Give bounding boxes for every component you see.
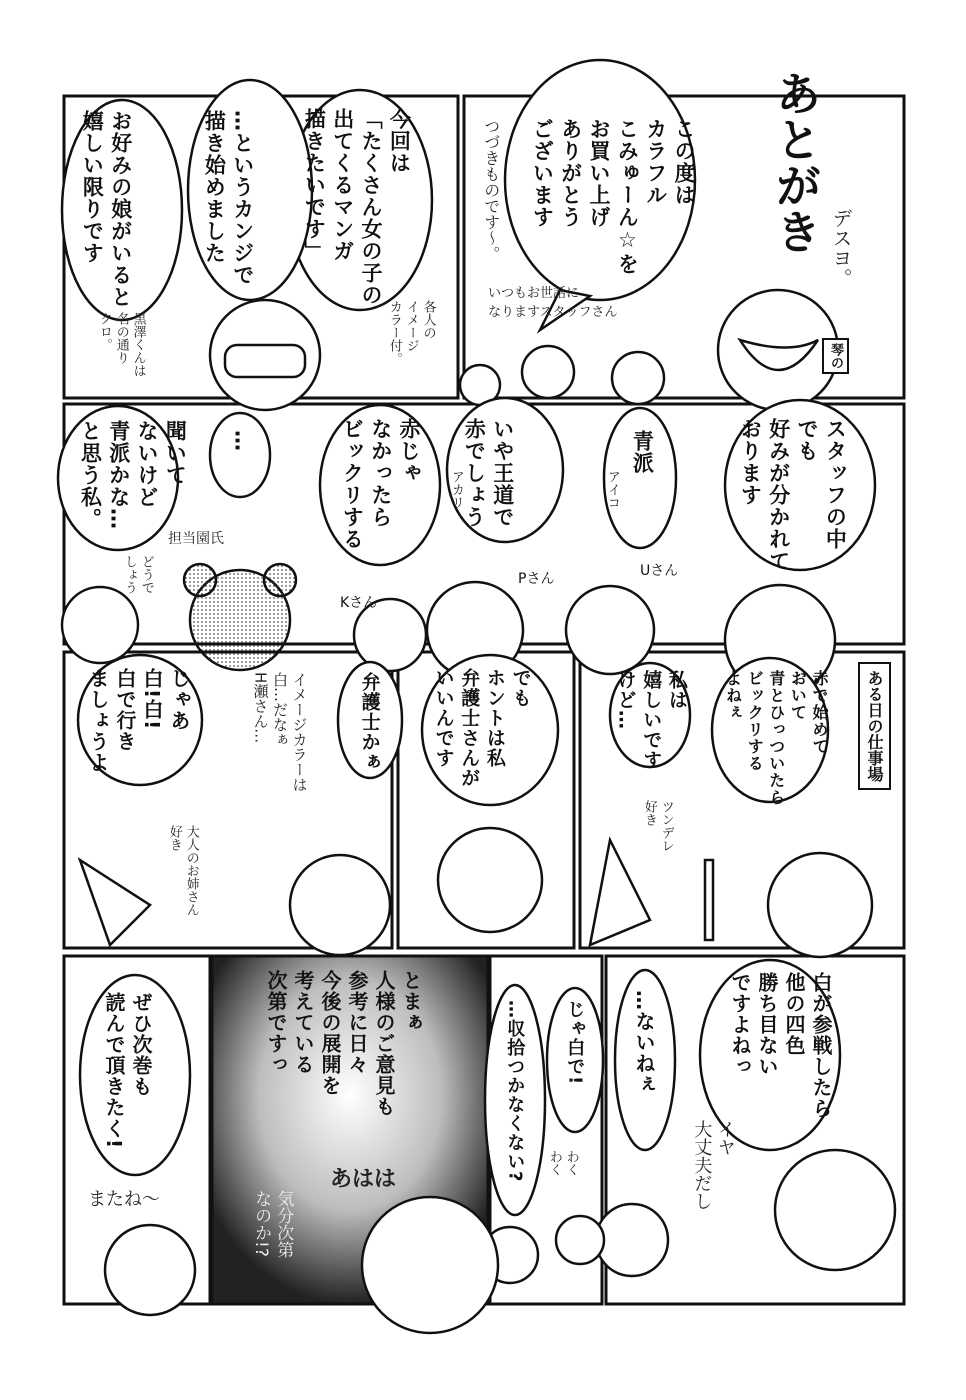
row4-bubble-6-note: またね～ — [88, 1189, 160, 1210]
row4-bubble-1: 白が参戦したら 他の四色 勝ち目ない ですよねっ — [728, 972, 833, 1119]
row3-bubble-2-note: ツンデレ 好き — [641, 800, 674, 852]
row3-bubble-5-note: 大人のお姉さん 好き — [166, 825, 199, 916]
row2-bubble-4: 赤じゃ なかったら ビックリする — [340, 418, 422, 550]
row4-bubble-1-note: イヤ 大丈夫だし — [691, 1120, 736, 1210]
row4-bubble-2: …ないねぇ — [632, 990, 656, 1095]
row2-bubble-3: いや王道で 赤でしょう — [462, 418, 515, 528]
row3-bubble-3: でも ホントは私 弁護士さんが いいんです — [432, 668, 532, 788]
row1-bubble-a-note: 各人の イメージ カラー付。 — [386, 300, 436, 365]
row4-bubble-6: ぜひ次巻も 読んで頂きたく! — [102, 992, 153, 1150]
row1-bubble-b: …というカンジで 描き始めました — [202, 110, 255, 286]
row2-bubble-6: 聞いて ないけど 青派かな… と思う私。 — [78, 420, 188, 530]
row4-bubble-4: …収拾つかなくない? — [504, 1000, 526, 1183]
row3-bubble-2: 私は 嬉しいです けど… — [614, 670, 688, 770]
row4-bubble-3-note: わく わく — [546, 1150, 579, 1176]
row1-right-bubble: この度は カラフル こみゅーん☆を お買い上げ ありがとう ございます — [530, 118, 697, 275]
row2-tag-p: Pさん — [518, 571, 555, 587]
row1-bubble-a: 今回は 「たくさん女の子の 出てくるマンガ 描きたいです」 — [302, 108, 412, 306]
row2-editor-note: 担当園氏 — [168, 531, 224, 547]
row1-staff-note: いつもお世話に なりますスタッフさん — [488, 286, 618, 320]
row4-bubble-5-sfx: あはは — [330, 1167, 397, 1192]
row2-editor-note-2: どうで しょう — [121, 555, 154, 594]
row2-bubble-2: 青派 — [630, 430, 655, 474]
afterword-title: あとがき — [768, 70, 823, 254]
row2-bubble-3-note: アカリ — [448, 470, 464, 509]
row3-bubble-4-note: イメージカラーは 白…だなぁ H瀬さん… — [251, 672, 309, 792]
row3-bubble-4: 弁護士かぁ — [358, 672, 381, 772]
row3-bubble-1: 赤で始めて おいて 青とひっついたら ビックリする よねぇ — [723, 670, 829, 806]
row3-bubble-5: じゃあ 白!白! 白で行き ましょうよ — [86, 668, 191, 773]
row2-bubble-2-note: アイコ — [604, 470, 620, 509]
row1-right-note: つづきものです～。 — [481, 118, 501, 262]
name-tag: 琴の — [822, 338, 849, 374]
row1-bubble-c-note: 黒澤くんは 名の通り クロ。 — [96, 312, 146, 377]
row2-tag-u: Uさん — [640, 563, 679, 579]
row2-bubble-1: スタッフの中 でも 好みが分かれて おります — [738, 418, 848, 572]
row4-bubble-5: とまぁ 人様のご意見も 参考に日々 今後の展開を 考えている 次第ですっ — [264, 970, 423, 1117]
row2-tag-k: Kさん — [340, 595, 378, 611]
title-sub: デスヨ。 — [829, 208, 853, 288]
row4-bubble-3: じゃ白で! — [564, 1000, 586, 1086]
row1-bubble-c: お好みの娘がいると 嬉しい限りです — [80, 110, 133, 308]
row2-bubble-5: … — [230, 430, 255, 452]
row3-scene-label: ある日の仕事場 — [858, 662, 891, 790]
row4-bubble-5-note: 気分次第 なのか!? — [251, 1190, 294, 1258]
